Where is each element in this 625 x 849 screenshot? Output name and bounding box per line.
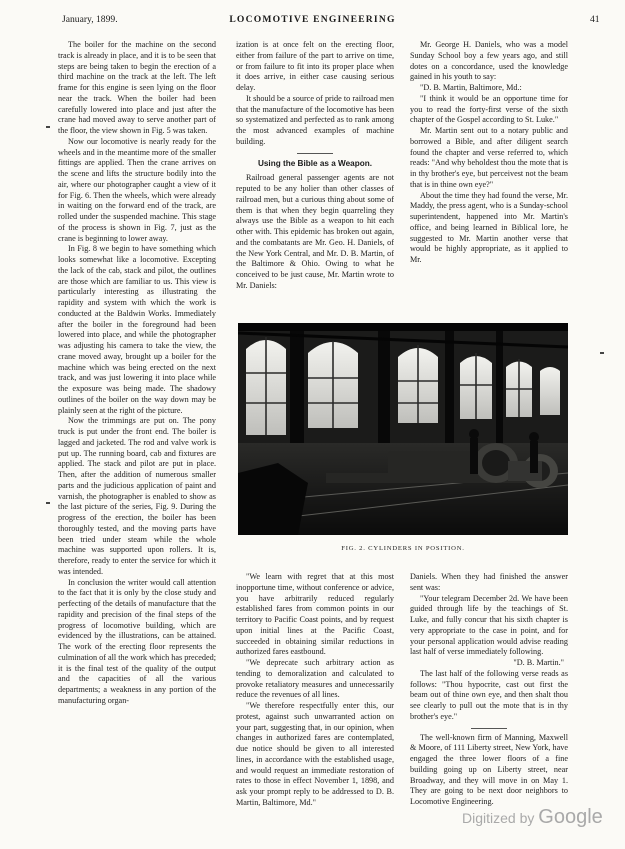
page-header [0, 14, 625, 28]
watermark-brand: Google [538, 806, 603, 828]
issue-date: January, 1899. [62, 14, 118, 25]
paragraph: "I think it would be an opportune time for you to read the forty-first verse of the sixth chapter of the Gospel according to St. Luke." [410, 93, 568, 125]
watermark-prefix: Digitized by [462, 810, 535, 826]
margin-mark [600, 352, 604, 354]
paragraph: Railroad general passenger agents are not reputed to be any holier than other classes of railroad men, but a curious thing about some of them is that when they begin quarreling they always use the Bible as a weapon to hit each other with. This epidemic has broken out again, and the combatants are Mr. Geo. H. Daniels, of the New York Central, and Mr. D. B. Martin, of the Baltimore & Ohio. Owing to what he conceived to be just cause, Mr. Martin wrote to Mr. Daniels: [236, 173, 394, 290]
page-number: 41 [590, 14, 600, 25]
figure-caption: FIG. 2. CYLINDERS IN POSITION. [341, 545, 465, 552]
paragraph: About the time they had found the verse, Mr. Maddy, the press agent, who is a Sunday-school superintendent, happened into Mr. Martin's office, and being learned in Biblical lore, he suggested to Mr. Martin another verse that would be highly appropriate, as it applied to Mr. [410, 190, 568, 264]
paragraph: Mr. Martin sent out to a notary public and borrowed a Bible, and after diligent search found the chapter and verse referred to, which reads: "And why beholdest thou the mote that is in thy brother's eye, but perceivest not the beam that is in thine own eye?" [410, 126, 568, 189]
paragraph: The well-known firm of Manning, Maxwell & Moore, of 111 Liberty street, New York, have engaged the three lower floors of a fine building going up on Liberty street, near Broadway, and they will move in on May 1. They are going to be next door neighbors to Locomotive Engineering. [410, 732, 568, 806]
shop-interior-illustration [238, 323, 568, 535]
figure-photo-cylinders [238, 323, 568, 535]
margin-mark [46, 502, 50, 504]
column-3 [410, 40, 568, 266]
paragraph: It should be a source of pride to railroad men that the manufacture of the locomotive has been so systematized and perfected as to rank among the most advanced examples of machine building. [236, 93, 394, 146]
paragraph: "We therefore respectfully enter this, our protest, against such unwarranted action on your part, suggesting that, in our opinion, when changes in authorized fares are contemplated, due notice should be given to all interested lines, in accordance with the established usage, and would request an immediate restoration of rates to those in effect November 1, 1898, and ask your prompt reply to be addressed to D. B. Martin, Baltimore, Md." [236, 701, 394, 807]
paragraph: Now our locomotive is nearly ready for the wheels and in the meantime more of the smaller fittings are applied. Then the crane arrives on the scene and lifts the structure bodily into the air, where our photographer caught a view of it for Fig. 6. Then the wheels, which were already in waiting on the forward end of the track, are rolled under the suspended machine. This stage of the process is shown in Fig. 7, just as the crane is beginning to lower away. [58, 136, 216, 243]
margin-mark [46, 126, 50, 128]
paragraph: The boiler for the machine on the second track is already in place, and it is to be seen that steps are being taken to begin the erection of a third machine on the track at the left. The left frame for this engine is seen lying on the floor near the track. When the boiler had been carefully lowered into place and just after the crane had moved away to serve another part of the floor, the view shown in Fig. 5 was taken. [58, 40, 216, 135]
paragraph: In conclusion the writer would call attention to the fact that it is only by the close study and perfecting of the details of manufacture that the rapidity and precision of the final steps of the progress of locomotive building, which are evidenced by the illustrations, can be attained. The work of the erecting floor represents the culmination of all the work which has preceded; it is the final test of the quality of the output and the capacities of all the various departments; a weakness in any portion of the manufacturing organ- [58, 577, 217, 705]
paragraph: Daniels. When they had finished the answer sent was: [410, 572, 568, 592]
paragraph: "D. B. Martin, Baltimore, Md.: [420, 83, 522, 92]
paragraph: "We deprecate such arbitrary action as tending to demoralization and calculated to provoke retaliatory measures and unnecessarily reduce the revenues of all lines. [236, 658, 394, 700]
column-1 [58, 40, 216, 707]
paragraph: ization is at once felt on the erecting floor, either from failure of the part to arrive on time, or from failure to fit into its proper place when it does arrive, in either case causing serious delay. [236, 40, 394, 92]
paragraph: The last half of the following verse reads as follows: "Thou hypocrite, cast out first the beam out of thine own eye, and then shalt thou see clearly to pull out the mote that is in thy brother's eye." [410, 668, 568, 721]
paragraph: In Fig. 8 we begin to have something which looks somewhat like a locomotive. Excepting the lack of the cab, stack and pilot, the outlines are those which are familiar to us. This view is particularly interesting as illustrating the rapidity and system with which the work is conducted at the Baldwin Works. Immediately after the boiler in the foreground had been lowered into place, and while the photographer was adjusting his camera to take the view, the crane moved away, brought up a boiler for the machine which was being erected on the next track, and was just lowering it into place while the exposure was being made. The shadowy outlines of the boiler on the way down may be plainly seen at the right of the picture. [58, 244, 216, 415]
signature: "D. B. Martin." [513, 658, 564, 667]
journal-title: LOCOMOTIVE ENGINEERING [229, 14, 396, 25]
article-heading: Using the Bible as a Weapon. [257, 158, 373, 168]
paragraph: "Your telegram December 2d. We have been guided through life by the teachings of St. Luke, and fully concur that his sixth chapter is very appropriate to the case in point, and for your personal application would advise reading last half of verse immediately following. [410, 593, 568, 657]
paragraph: "We learn with regret that at this most inopportune time, without conference or advice, you have arbitrarily reduced regularly established fares from common points in our territory to Pacific Coast points, and by request upon initial lines at the Pacific Coast, succeeded in obtaining similar reductions in authorized fares eastbound. [236, 572, 394, 657]
paragraph: Now the trimmings are put on. The pony truck is put under the front end. The boiler is lagged and jacketed. The rod and valve work is put up. The running board, cab and fixtures are applied. The stack and pilot are put in place. Then, after the addition of numerous smaller parts and the judicious application of paint and varnish, the photographer is enabled to show as the last picture of the series, Fig. 9. During the progress of the erection, the boiler has been thoroughly tested, and the moving parts have been tried under steam while the whole machine was supported upon rollers. It is, therefore, ready to enter the service for which it was intended. [58, 416, 216, 576]
column-2 [236, 40, 394, 292]
column-3-lower [410, 572, 568, 808]
paragraph: Mr. George H. Daniels, who was a model Sunday School boy a few years ago, and still dotes on a concordance, used the knowledge gained in his youth to say: [410, 40, 568, 82]
section-divider [471, 728, 507, 729]
column-2-lower [236, 572, 394, 809]
section-divider [297, 153, 333, 154]
digitized-watermark [462, 806, 603, 829]
